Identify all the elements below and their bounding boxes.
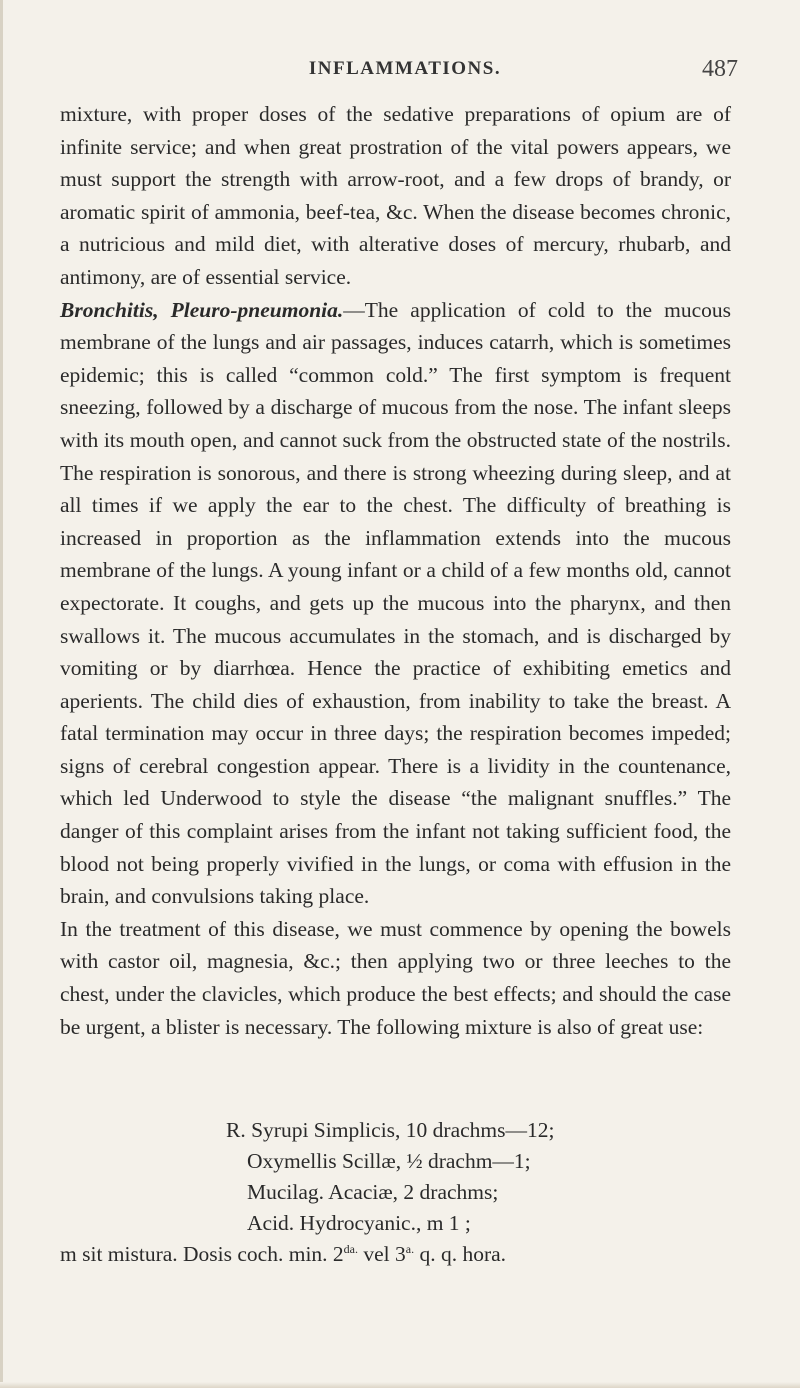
page-header <box>60 58 750 98</box>
dosage-text-c: q. q. hora. <box>414 1242 507 1266</box>
dosage-superscript-2: a. <box>405 1241 415 1256</box>
page-number: 487 <box>702 56 738 82</box>
page-edge <box>0 0 3 1388</box>
dosage-superscript-1: da. <box>343 1241 358 1256</box>
prescription-line-2: Oxymellis Scillæ, ½ drachm—1; <box>247 1149 531 1173</box>
prescription-line-1: R. Syrupi Simplicis, 10 drachms—12; <box>226 1118 555 1142</box>
paragraph-1: mixture, with proper doses of the sedative preparations of opium are of infinite service; and when great prostration of the vital powers appears, we must support the strength with arrow-root, and a few drops of brandy, or aromatic spirit of ammonia, beef-tea, &c. When the disease becomes chronic, a nutricious and mild diet, with alterative doses of mercury, rhubarb, and antimony, are of essential service. <box>60 102 731 289</box>
paragraph-2-text: —The application of cold to the mucous membrane of the lungs and air passages, induces catarrh, which is sometimes epidemic; this is called “common cold.” The first symptom is frequent sneezing, followed by a discharge of mucous from the nose. The infant sleeps with its mouth open, and cannot suck from the obstructed state of the nostrils. The respiration is sonorous, and there is strong wheezing during sleep, and at all times if we apply the ear to the chest. The difficulty of breathing is increased in proportion as the inflammation extends into the mucous membrane of the lungs. A young infant or a child of a few months old, cannot expectorate. It coughs, and gets up the mucous into the pharynx, and then swallows it. The mucous accumulates in the stomach, and is discharged by vomiting or by diarrhœa. Hence the practice of exhibiting emetics and aperients. The child dies of exhaustion, from inability to take the breast. A fatal termination may occur in three days; the respiration becomes impeded; signs of cerebral congestion appear. There is a lividity in the countenance, which led Underwood to style the disease “the malignant snuffles.” The danger of this complaint arises from the infant not taking sufficient food, the blood not being properly vivified in the lungs, or coma with effusion in the brain, and convulsions taking place. <box>60 297 731 909</box>
dosage-text-a: m sit mistura. Dosis coch. min. 2 <box>60 1242 344 1266</box>
prescription <box>60 1115 740 1270</box>
paragraph-3: In the treatment of this disease, we must commence by opening the bowels with castor oil, magnesia, &c.; then applying two or three leeches to the chest, under the clavicles, which produce the best effects; and should the case be urgent, a blister is necessary. The following mixture is also of great use: <box>60 916 731 1039</box>
prescription-line-4: Acid. Hydrocyanic., m 1 ; <box>247 1211 471 1235</box>
prescription-line-5 <box>60 1239 740 1270</box>
section-heading: Bronchitis, Pleuro-pneumonia. <box>60 297 344 322</box>
dosage-text-b: vel 3 <box>358 1242 406 1266</box>
running-head: INFLAMMATIONS. <box>308 58 502 79</box>
page-bottom-edge <box>0 1382 800 1388</box>
paragraph-2 <box>60 294 731 913</box>
body-text <box>60 98 731 1043</box>
prescription-line-3: Mucilag. Acaciæ, 2 drachms; <box>247 1180 499 1204</box>
